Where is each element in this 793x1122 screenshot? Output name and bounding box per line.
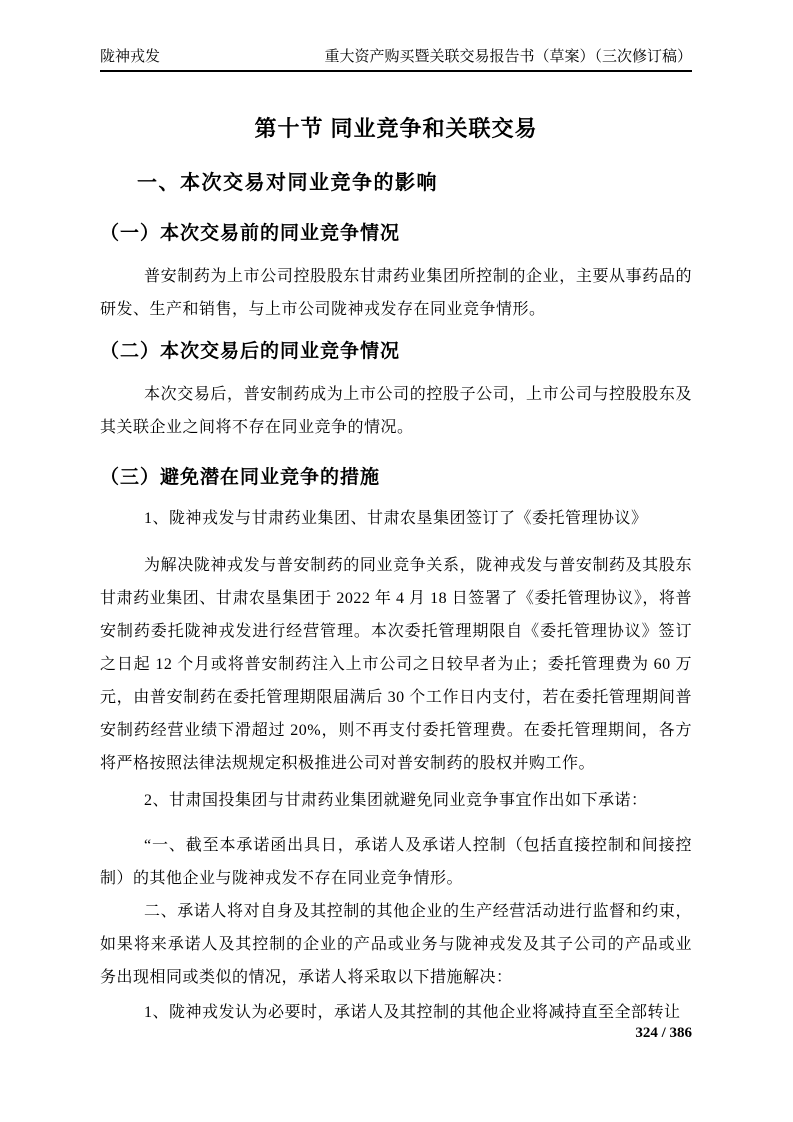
- subsection-heading-before-transaction: （一）本次交易前的同业竞争情况: [100, 223, 401, 244]
- subsection-heading-measures: （三）避免潜在同业竞争的措施: [100, 467, 381, 488]
- section-heading-impact: 一、本次交易对同业竞争的影响: [137, 172, 438, 194]
- paragraph-entrusted-management: 为解决陇神戎发与普安制药的同业竞争关系，陇神戎发与普安制药及其股东甘肃药业集团、甘肃农垦集团于 2022 年 4 月 18 日签署了《委托管理协议》，将普安制药委托陇神戎发进行经营管理。本次委托管理期限自《委托管理协议》签订之日起 12 个月或将普安制药注入上市公司之日较早者为止；委托管理费为 60 万元，由普安制药在委托管理期限届满后 30 个工作日内支付，若在委托管理期间普安制药经营业绩下滑超过 20%，则不再支付委托管理费。在委托管理期间，各方将严格按照法律法规规定积极推进公司对普安制药的股权并购工作。: [100, 557, 692, 772]
- paragraph-commitment-2: 二、承诺人将对自身及其控制的其他企业的生产经营活动进行监督和约束，如果将来承诺人及其控制的企业的产品或业务与陇神戎发及其子公司的产品或业务出现相同或类似的情况，承诺人将采取以下措施解决：: [100, 903, 692, 986]
- subsection-heading-after-transaction: （二）本次交易后的同业竞争情况: [100, 341, 401, 362]
- paragraph-before-transaction: 普安制药为上市公司控股股东甘肃药业集团所控制的企业，主要从事药品的研发、生产和销售，与上市公司陇神戎发存在同业竞争情形。: [100, 268, 692, 318]
- header-company-name: 陇神戎发: [100, 49, 161, 65]
- paragraph-commitment-2-item-1: 1、陇神戎发认为必要时，承诺人及其控制的其他企业将减持直至全部转让: [144, 1004, 681, 1021]
- paragraph-commitment-1: “一、截至本承诺函出具日，承诺人及承诺人控制（包括直接控制和间接控制）的其他企业与陇神戎发不存在同业竞争情形。: [100, 837, 692, 887]
- paragraph-after-transaction: 本次交易后，普安制药成为上市公司的控股子公司，上市公司与控股股东及其关联企业之间将不存在同业竞争的情况。: [100, 386, 692, 436]
- header-report-title: 重大资产购买暨关联交易报告书（草案）（三次修订稿）: [324, 49, 692, 65]
- page-title: 第十节 同业竞争和关联交易: [254, 116, 538, 141]
- page-header: [100, 0, 692, 72]
- paragraph-measure-2-title: 2、甘肃国投集团与甘肃药业集团就避免同业竞争事宜作出如下承诺：: [144, 792, 648, 809]
- page-body: [100, 114, 692, 1029]
- paragraph-measure-1-title: 1、陇神戎发与甘肃药业集团、甘肃农垦集团签订了《委托管理协议》: [144, 510, 648, 527]
- page-number: 324 / 386: [635, 1025, 692, 1041]
